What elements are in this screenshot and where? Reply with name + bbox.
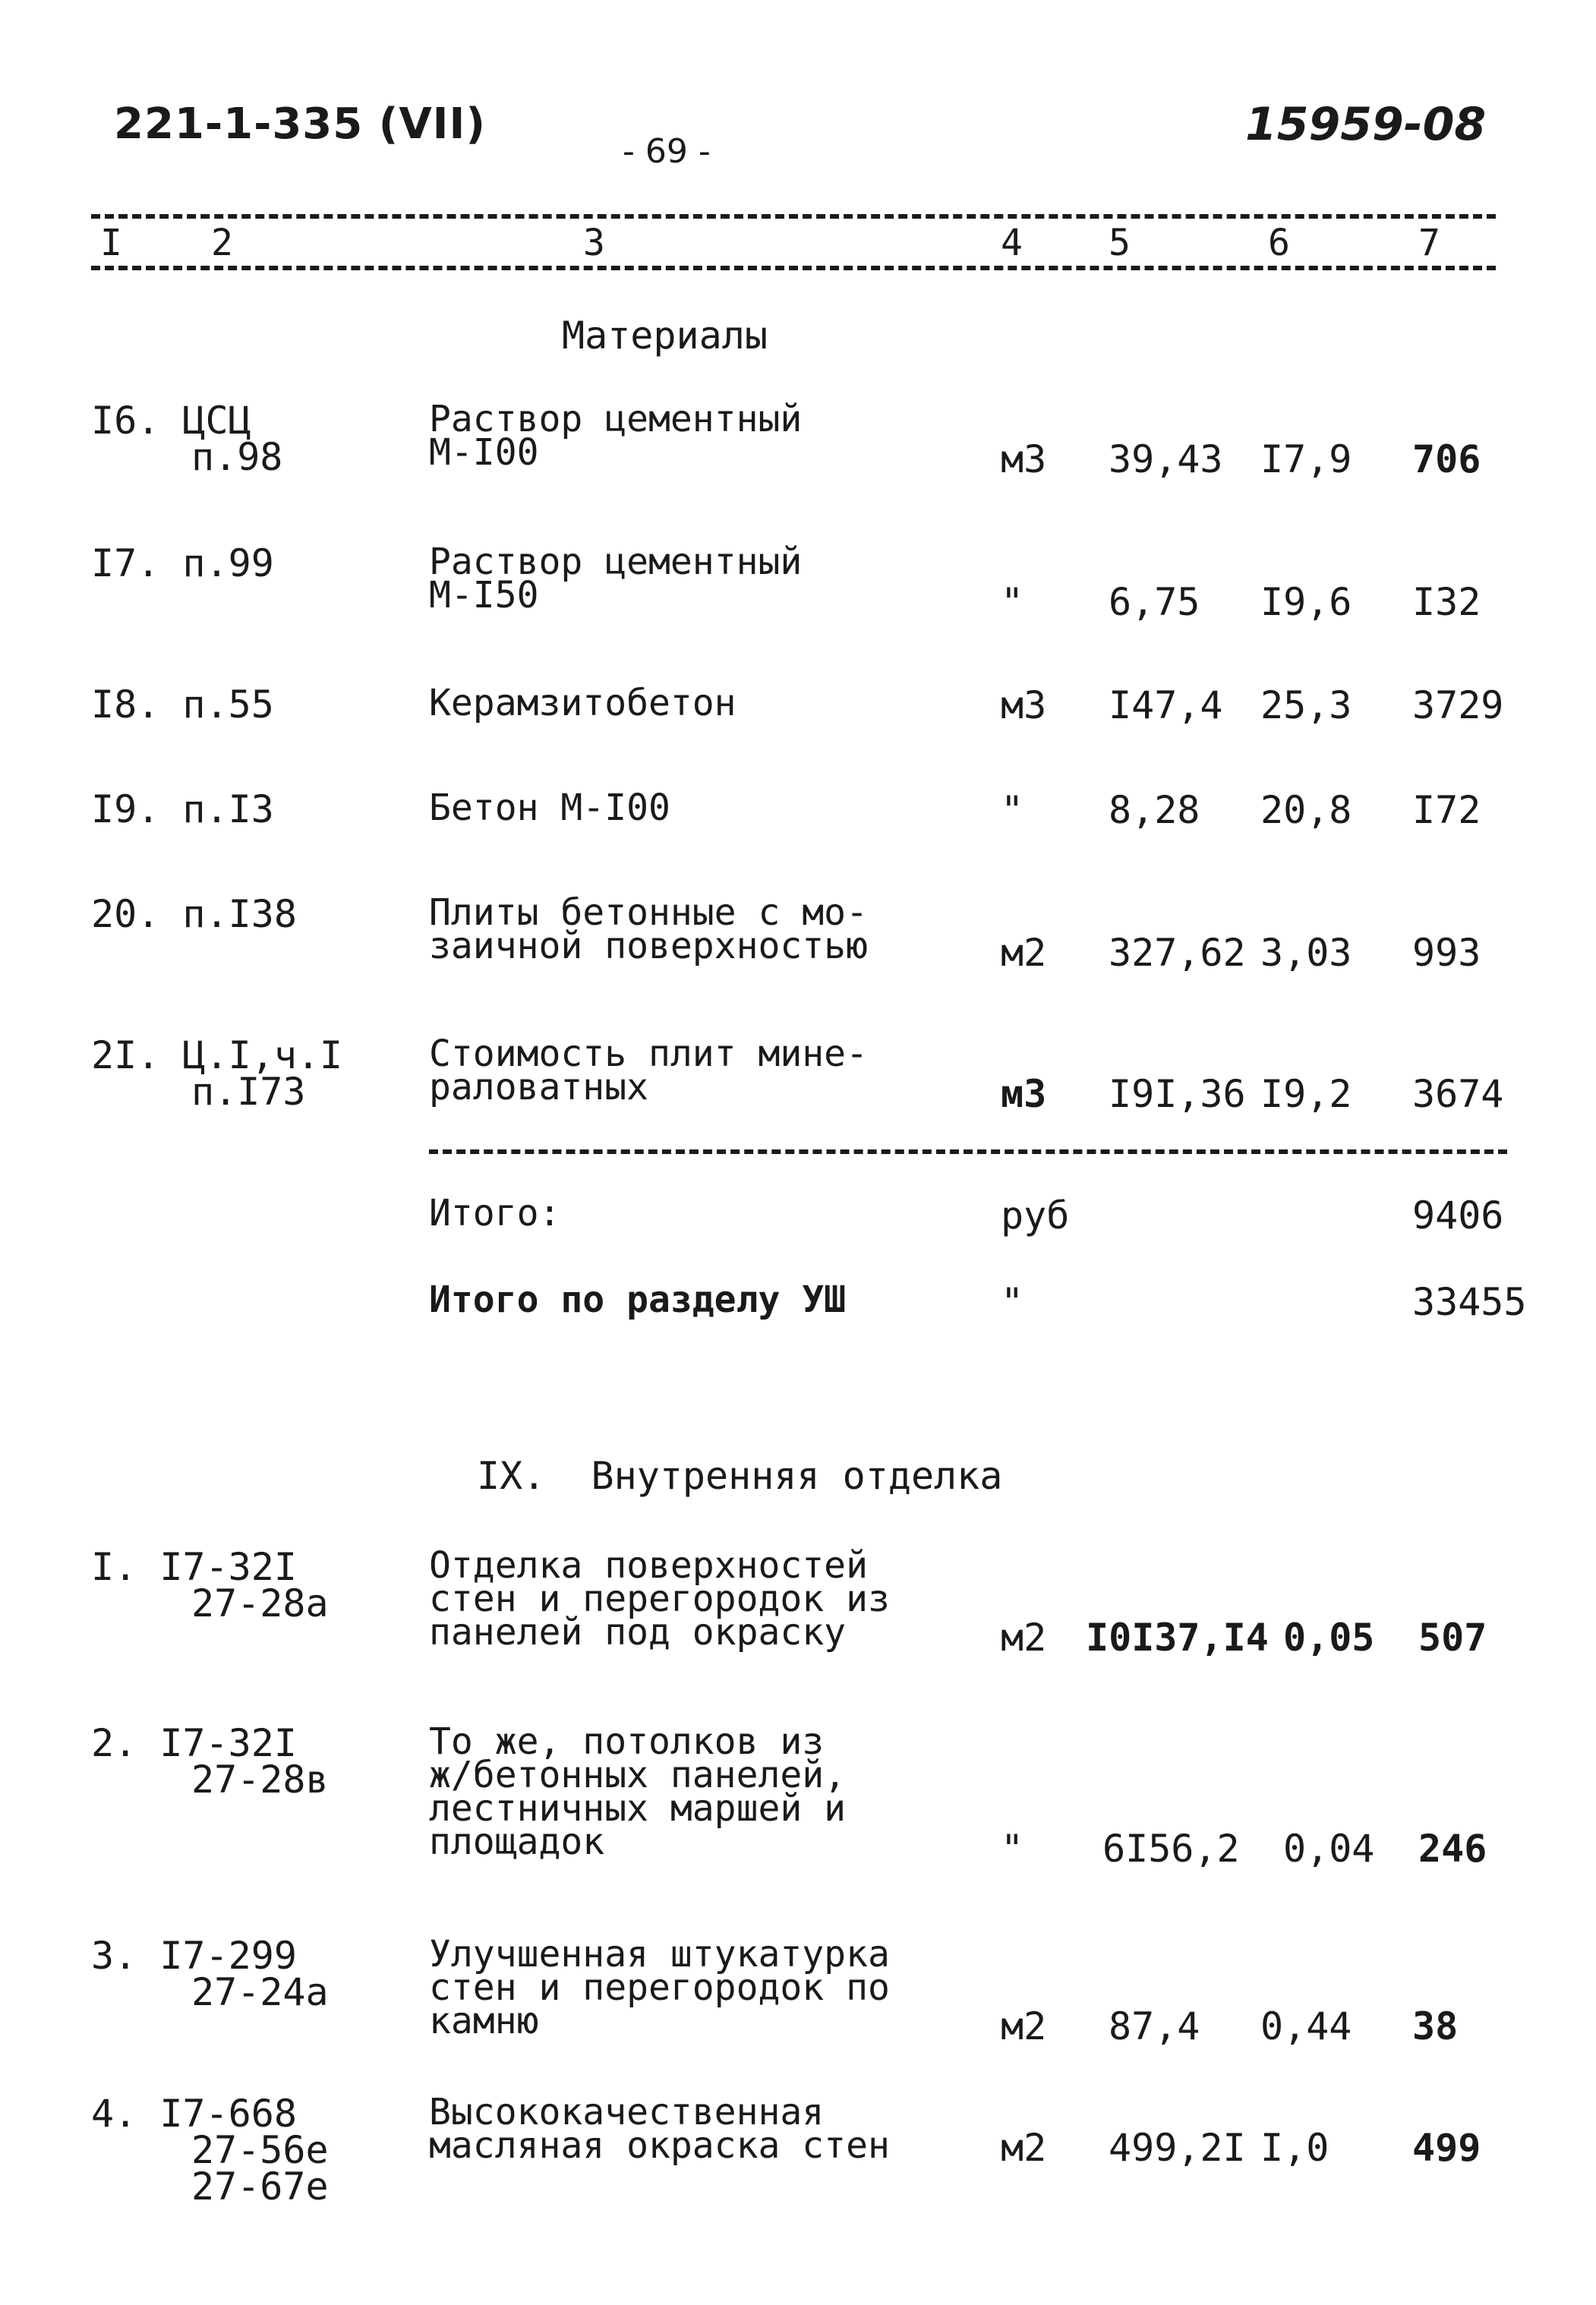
total-unit: руб: [1001, 1193, 1070, 1238]
row-code: I7-32I: [159, 1545, 297, 1589]
row-total: 246: [1418, 1827, 1487, 1871]
row-quantity: 6I56,2: [1102, 1827, 1240, 1871]
row-price: I9,2: [1260, 1072, 1352, 1116]
total-value: 33455: [1412, 1280, 1527, 1324]
name-line: То же, потолков из: [429, 1720, 825, 1763]
row-name: [429, 541, 803, 616]
row-position: [91, 1721, 329, 1802]
row-price: 25,3: [1260, 683, 1352, 727]
row-price: 3,03: [1260, 931, 1352, 975]
column-number-1: I: [100, 222, 122, 264]
inventory-number: 15959-08: [1245, 98, 1487, 151]
name-line: Отделка поверхностей: [429, 1544, 868, 1587]
row-name: [429, 787, 670, 829]
row-code: п.I73: [191, 1070, 306, 1114]
name-line: М-I50: [429, 574, 539, 616]
row-name: [429, 1033, 868, 1108]
subtotal-rule: [429, 1149, 1507, 1154]
section-title-materials: Материалы: [562, 314, 768, 358]
total-label: Итого:: [429, 1192, 561, 1234]
row-name: [429, 1544, 890, 1654]
row-code: 27-28в: [191, 1758, 329, 1802]
row-name: [429, 891, 868, 967]
row-unit: м2: [1001, 1616, 1047, 1660]
row-code: п.55: [182, 683, 274, 727]
row-unit: м3: [1001, 683, 1047, 727]
row-unit: м3: [1001, 1072, 1047, 1116]
row-name: [429, 682, 736, 724]
row-quantity: I9I,36: [1109, 1072, 1246, 1116]
row-code: I7-668: [159, 2092, 297, 2136]
row-name: [429, 2091, 890, 2167]
row-quantity: I47,4: [1109, 683, 1223, 727]
name-line: Раствор цементный: [429, 398, 803, 440]
name-line: Высококачественная: [429, 2091, 825, 2133]
row-total: 3674: [1412, 1072, 1504, 1116]
row-position: [91, 2092, 329, 2209]
name-line: камню: [429, 2000, 539, 2042]
row-number: I7.: [91, 541, 160, 585]
row-code: п.I3: [182, 787, 274, 831]
name-line: Бетон М-I00: [429, 787, 670, 829]
row-unit: ": [1001, 1827, 1024, 1871]
name-line: площадок: [429, 1821, 605, 1863]
column-number-3: 3: [583, 222, 605, 264]
row-unit: ": [1001, 580, 1024, 624]
row-quantity: 327,62: [1109, 931, 1246, 975]
row-code: п.I38: [182, 892, 297, 936]
row-total: 993: [1412, 931, 1481, 975]
row-number: I9.: [91, 787, 160, 831]
row-total: 499: [1412, 2126, 1481, 2170]
column-number-4: 4: [1001, 222, 1023, 264]
row-name: [429, 1720, 847, 1863]
total-value: 9406: [1412, 1193, 1504, 1238]
row-total: 3729: [1412, 683, 1504, 727]
row-code: ЦСЦ: [182, 399, 251, 443]
row-position: [91, 399, 283, 479]
name-line: ж/бетонных панелей,: [429, 1754, 847, 1796]
row-position: [91, 683, 274, 727]
name-line: панелей под окраску: [429, 1611, 847, 1654]
row-code: п.99: [182, 541, 274, 585]
name-line: стен и перегородок из: [429, 1578, 890, 1620]
row-total: 706: [1412, 437, 1481, 481]
page-number: - 69 -: [623, 132, 711, 171]
name-line: лестничных маршей и: [429, 1787, 847, 1830]
name-line: Стоимость плит мине-: [429, 1033, 868, 1075]
row-code: I7-299: [159, 1934, 297, 1978]
row-quantity: 499,2I: [1109, 2126, 1246, 2170]
column-number-5: 5: [1109, 222, 1131, 264]
column-number-6: 6: [1268, 222, 1290, 264]
row-code: 27-67е: [191, 2165, 329, 2209]
header-bottom-rule: [91, 266, 1496, 270]
row-quantity: 39,43: [1109, 437, 1223, 481]
row-number: 2I.: [91, 1033, 160, 1077]
section-title-interior-finishing: IX. Внутренняя отделка: [477, 1454, 1003, 1498]
row-code: п.98: [191, 435, 283, 479]
row-price: I9,6: [1260, 580, 1352, 624]
doc-code: 221-1-335 (VII): [114, 99, 486, 149]
row-unit: м2: [1001, 931, 1047, 975]
row-number: I8.: [91, 683, 160, 727]
name-line: Керамзитобетон: [429, 682, 736, 724]
row-code: I7-32I: [159, 1721, 297, 1765]
row-position: [91, 787, 274, 831]
name-line: Раствор цементный: [429, 541, 803, 583]
row-price: I7,9: [1260, 437, 1352, 481]
row-total: 507: [1418, 1616, 1487, 1660]
row-unit: м2: [1001, 2004, 1047, 2048]
row-code: 27-24а: [191, 1970, 329, 2014]
row-code: 27-56е: [191, 2128, 329, 2172]
name-line: М-I00: [429, 431, 539, 474]
row-position: [91, 892, 297, 936]
row-total: I72: [1412, 788, 1481, 832]
name-line: Улучшенная штукатурка: [429, 1933, 890, 1975]
row-number: 20.: [91, 892, 160, 936]
row-price: 0,04: [1283, 1827, 1375, 1871]
name-line: Плиты бетонные с мо-: [429, 891, 868, 934]
row-position: [91, 541, 274, 585]
row-unit: ": [1001, 788, 1024, 832]
row-number: 3.: [91, 1934, 137, 1978]
name-line: масляная окраска стен: [429, 2124, 890, 2167]
total-unit: ": [1001, 1280, 1024, 1324]
column-number-2: 2: [211, 222, 233, 264]
row-unit: м2: [1001, 2126, 1047, 2170]
row-quantity: 6,75: [1109, 580, 1200, 624]
row-quantity: I0I37,I4: [1086, 1616, 1269, 1660]
row-code: Ц.I,ч.I: [182, 1033, 343, 1077]
row-total: 38: [1412, 2004, 1459, 2048]
row-position: [91, 1934, 329, 2014]
row-number: 2.: [91, 1721, 137, 1765]
name-line: раловатных: [429, 1066, 648, 1108]
row-position: [91, 1545, 329, 1625]
row-quantity: 8,28: [1109, 788, 1200, 832]
name-line: стен и перегородок по: [429, 1966, 890, 2009]
row-number: 4.: [91, 2092, 137, 2136]
row-price: 20,8: [1260, 788, 1352, 832]
row-total: I32: [1412, 580, 1481, 624]
row-number: I.: [91, 1545, 137, 1589]
header-top-rule: [91, 214, 1496, 219]
row-quantity: 87,4: [1109, 2004, 1200, 2048]
row-unit: м3: [1001, 437, 1047, 481]
total-label: Итого по разделу УШ: [429, 1279, 847, 1321]
row-price: I,0: [1260, 2126, 1329, 2170]
row-price: 0,05: [1283, 1616, 1375, 1660]
row-number: I6.: [91, 399, 160, 443]
column-number-7: 7: [1418, 222, 1440, 264]
row-price: 0,44: [1260, 2004, 1352, 2048]
row-name: [429, 1933, 890, 2042]
row-code: 27-28а: [191, 1581, 329, 1625]
row-name: [429, 398, 803, 474]
name-line: заичной поверхностью: [429, 925, 868, 967]
row-position: [91, 1033, 343, 1114]
